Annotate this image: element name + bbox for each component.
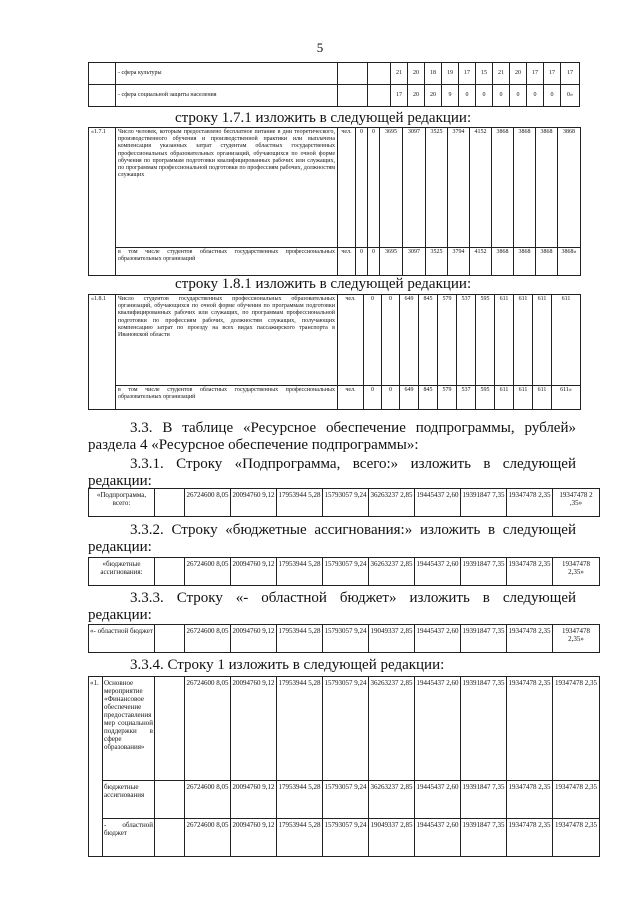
cell: 17 — [527, 63, 544, 85]
cell: 3868 — [514, 248, 536, 276]
cell: 3525 — [426, 248, 448, 276]
cell: 579 — [438, 386, 457, 410]
cell: 20094760 9,12 — [231, 558, 277, 586]
cell: 17953944 5,28 — [277, 781, 323, 819]
cell: 845 — [419, 295, 438, 386]
cell: 26724600 8,05 — [185, 781, 231, 819]
cell: 26724600 8,05 — [185, 489, 231, 517]
cell: 0 — [368, 128, 380, 248]
cell: 19347478 2,35 — [507, 558, 553, 586]
cell: 4152 — [470, 248, 492, 276]
cell: 20094760 9,12 — [231, 625, 277, 653]
cell: 15793057 9,24 — [323, 625, 369, 653]
paragraph-3-3-3: 3.3.3. Строку «- областной бюджет» изложить в следующей редакции: — [88, 590, 576, 623]
cell: 21 — [493, 63, 510, 85]
cell: 19445437 2,60 — [415, 489, 461, 517]
cell: 845 — [419, 386, 438, 410]
cell: 3097 — [403, 128, 426, 248]
cell: 0 — [382, 386, 400, 410]
cell: 17953944 5,28 — [277, 625, 323, 653]
row-label: «- областной бюджет — [89, 625, 155, 653]
table-top — [88, 62, 580, 107]
cell: 19391847 7,35 — [461, 781, 507, 819]
cell: 19445437 2,60 — [415, 625, 461, 653]
cell: 0 — [459, 85, 476, 107]
cell: 611 — [533, 386, 552, 410]
cell: 3868 — [536, 128, 558, 248]
cell: 3868 — [492, 128, 514, 248]
table-171 — [88, 127, 581, 276]
cell: 537 — [457, 386, 476, 410]
table-row — [89, 781, 600, 819]
row-number: «1.7.1 — [89, 128, 116, 276]
cell: 17953944 5,28 — [277, 489, 323, 517]
cell: 0» — [561, 85, 580, 107]
table-row — [89, 677, 600, 781]
cell: 21 — [391, 63, 408, 85]
paragraph-3-3-4: 3.3.4. Строку 1 изложить в следующей редакции: — [130, 657, 445, 673]
table-row — [89, 85, 580, 107]
cell: 20094760 9,12 — [231, 489, 277, 517]
table-row — [89, 558, 600, 586]
row-label: - сфера культуры — [116, 63, 338, 85]
cell: 4152 — [470, 128, 492, 248]
row-number: «1.8.1 — [89, 295, 116, 410]
cell: 19049337 2,85 — [369, 625, 415, 653]
cell: 19347478 2,35 — [553, 781, 600, 819]
cell: 611 — [495, 386, 514, 410]
cell: 19391847 7,35 — [461, 489, 507, 517]
cell: 0 — [544, 85, 561, 107]
cell: 36263237 2,85 — [369, 677, 415, 781]
row-label: - сфера социальной защиты населения — [116, 85, 338, 107]
cell: 537 — [457, 295, 476, 386]
cell: 19347478 2,35 — [507, 781, 553, 819]
unit: чел. — [338, 248, 356, 276]
cell: 611 — [495, 295, 514, 386]
heading-181: строку 1.8.1 изложить в следующей редакции: — [175, 276, 472, 292]
table-332 — [88, 557, 600, 586]
cell: 3695 — [380, 128, 403, 248]
cell: 19347478 2,35 — [553, 677, 600, 781]
cell: 19347478 2,35 — [507, 625, 553, 653]
row-label: бюджетные ассигнования — [103, 781, 155, 819]
cell: 20 — [408, 63, 425, 85]
cell: 19347478 2,35» — [553, 558, 600, 586]
table-334 — [88, 676, 600, 857]
cell: 19391847 7,35 — [461, 625, 507, 653]
cell: 18 — [425, 63, 442, 85]
cell: 20094760 9,12 — [231, 819, 277, 857]
table-row — [89, 248, 581, 276]
cell: 19347478 2,35 — [507, 677, 553, 781]
heading-171: строку 1.7.1 изложить в следующей редакции: — [175, 110, 472, 126]
cell: 19347478 2,35 — [507, 489, 553, 517]
table-row — [89, 295, 581, 386]
cell: 26724600 8,05 — [185, 819, 231, 857]
row-label: «Подпрограмма, всего: — [89, 489, 155, 517]
row-label: Основное мероприятие «Финансовое обеспечение предоставления мер социальной поддержки в сфере образования» — [103, 677, 155, 781]
cell: 17953944 5,28 — [277, 558, 323, 586]
cell: 579 — [438, 295, 457, 386]
cell: 36263237 2,85 — [369, 781, 415, 819]
cell: 17 — [391, 85, 408, 107]
cell: 36263237 2,85 — [369, 558, 415, 586]
cell: 26724600 8,05 — [185, 625, 231, 653]
cell: 19445437 2,60 — [415, 819, 461, 857]
paragraph-3-3: 3.3. В таблице «Ресурсное обеспечение подпрограммы, рублей» раздела 4 «Ресурсное обеспечение подпрограммы»: — [88, 420, 576, 453]
cell: 19049337 2,85 — [369, 819, 415, 857]
unit: чел. — [338, 295, 364, 386]
cell: 611 — [533, 295, 552, 386]
cell: 19445437 2,60 — [415, 781, 461, 819]
cell: 19391847 7,35 — [461, 558, 507, 586]
cell: 649 — [400, 295, 419, 386]
cell: 3794 — [448, 128, 470, 248]
cell: 20 — [425, 85, 442, 107]
cell: 15793057 9,24 — [323, 781, 369, 819]
table-row — [89, 625, 600, 653]
cell: 19391847 7,35 — [461, 819, 507, 857]
cell: 595 — [476, 386, 495, 410]
row-description: Число студентов государственных профессиональных образовательных организаций, обучающихся по очной форме обучения по программам подготовки квалифицированных рабочих или служащих, по программам профессиональной подготовки по профессиям рабочих, должностям служащих, получающих компенсацию затрат по проезду на всех видах пассажирского транспорта в Ивановской области — [116, 295, 338, 386]
cell: 3868 — [514, 128, 536, 248]
row-description: в том числе студентов областных государственных профессиональных образовательных организаций — [116, 248, 338, 276]
table-row — [89, 128, 581, 248]
cell: 3868 — [492, 248, 514, 276]
cell: 20 — [408, 85, 425, 107]
table-row — [89, 63, 580, 85]
cell: 0 — [510, 85, 527, 107]
row-label: «бюджетные ассигнования: — [89, 558, 155, 586]
cell: 0 — [382, 295, 400, 386]
cell: 20094760 9,12 — [231, 781, 277, 819]
table-333 — [88, 624, 600, 653]
cell: 15 — [476, 63, 493, 85]
cell: 19347478 2,35 — [553, 819, 600, 857]
cell: 19347478 2,35» — [553, 625, 600, 653]
cell: 0 — [527, 85, 544, 107]
cell: 0 — [364, 295, 382, 386]
cell: 0 — [364, 386, 382, 410]
cell: 19445437 2,60 — [415, 677, 461, 781]
row-description: в том числе студентов областных государственных профессиональных образовательных организаций — [116, 386, 338, 410]
cell: 0 — [356, 128, 368, 248]
cell: 611 — [514, 295, 533, 386]
cell: 15793057 9,24 — [323, 489, 369, 517]
table-row — [89, 386, 581, 410]
paragraph-3-3-2: 3.3.2. Строку «бюджетные ассигнования:» изложить в следующей редакции: — [88, 522, 576, 555]
cell: 3695 — [380, 248, 403, 276]
page-number: 5 — [316, 40, 324, 55]
cell: 36263237 2,85 — [369, 489, 415, 517]
cell: 3097 — [403, 248, 426, 276]
cell: 15793057 9,24 — [323, 558, 369, 586]
cell: 19445437 2,60 — [415, 558, 461, 586]
cell: 3868 — [558, 128, 581, 248]
cell: 17 — [561, 63, 580, 85]
cell: 9 — [442, 85, 459, 107]
cell: 3868 — [536, 248, 558, 276]
cell: 3794 — [448, 248, 470, 276]
cell: 17953944 5,28 — [277, 677, 323, 781]
table-181 — [88, 294, 581, 410]
cell: 20 — [510, 63, 527, 85]
cell: 0 — [356, 248, 368, 276]
cell: 19391847 7,35 — [461, 677, 507, 781]
cell: 15793057 9,24 — [323, 677, 369, 781]
cell: 3868» — [558, 248, 581, 276]
cell: 20094760 9,12 — [231, 677, 277, 781]
cell: 19 — [442, 63, 459, 85]
cell: 26724600 8,05 — [185, 558, 231, 586]
cell: 15793057 9,24 — [323, 819, 369, 857]
cell: 19347478 2,35 — [507, 819, 553, 857]
cell: 611» — [552, 386, 581, 410]
cell: 0 — [368, 248, 380, 276]
cell: 611 — [514, 386, 533, 410]
row-number: «1. — [89, 677, 103, 857]
row-label: - областной бюджет — [103, 819, 155, 857]
paragraph-3-3-1: 3.3.1. Строку «Подпрограмма, всего:» изложить в следующей редакции: — [88, 456, 576, 489]
cell: 3525 — [426, 128, 448, 248]
cell: 17 — [544, 63, 561, 85]
cell: 611 — [552, 295, 581, 386]
cell: 19347478 2 ,35» — [553, 489, 600, 517]
cell: 649 — [400, 386, 419, 410]
cell: 0 — [493, 85, 510, 107]
cell: 17953944 5,28 — [277, 819, 323, 857]
cell: 26724600 8,05 — [185, 677, 231, 781]
row-description: Число человек, которым предоставлено бесплатное питание в дни теоретического, производственного обучения и производственной практики или выплачена компенсация указанных затрат студентам областных государственных профессиональных образовательных организаций, обучающихся по очной форме обучения по программам подготовки квалифицированных рабочих или служащих, по программам профессиональной подготовки по профессиям рабочих, должностям служащих — [116, 128, 338, 248]
cell: 0 — [476, 85, 493, 107]
table-row — [89, 819, 600, 857]
table-331 — [88, 488, 600, 517]
table-row — [89, 489, 600, 517]
cell: 595 — [476, 295, 495, 386]
unit: чел. — [338, 128, 356, 248]
cell: 17 — [459, 63, 476, 85]
unit: чел. — [338, 386, 364, 410]
